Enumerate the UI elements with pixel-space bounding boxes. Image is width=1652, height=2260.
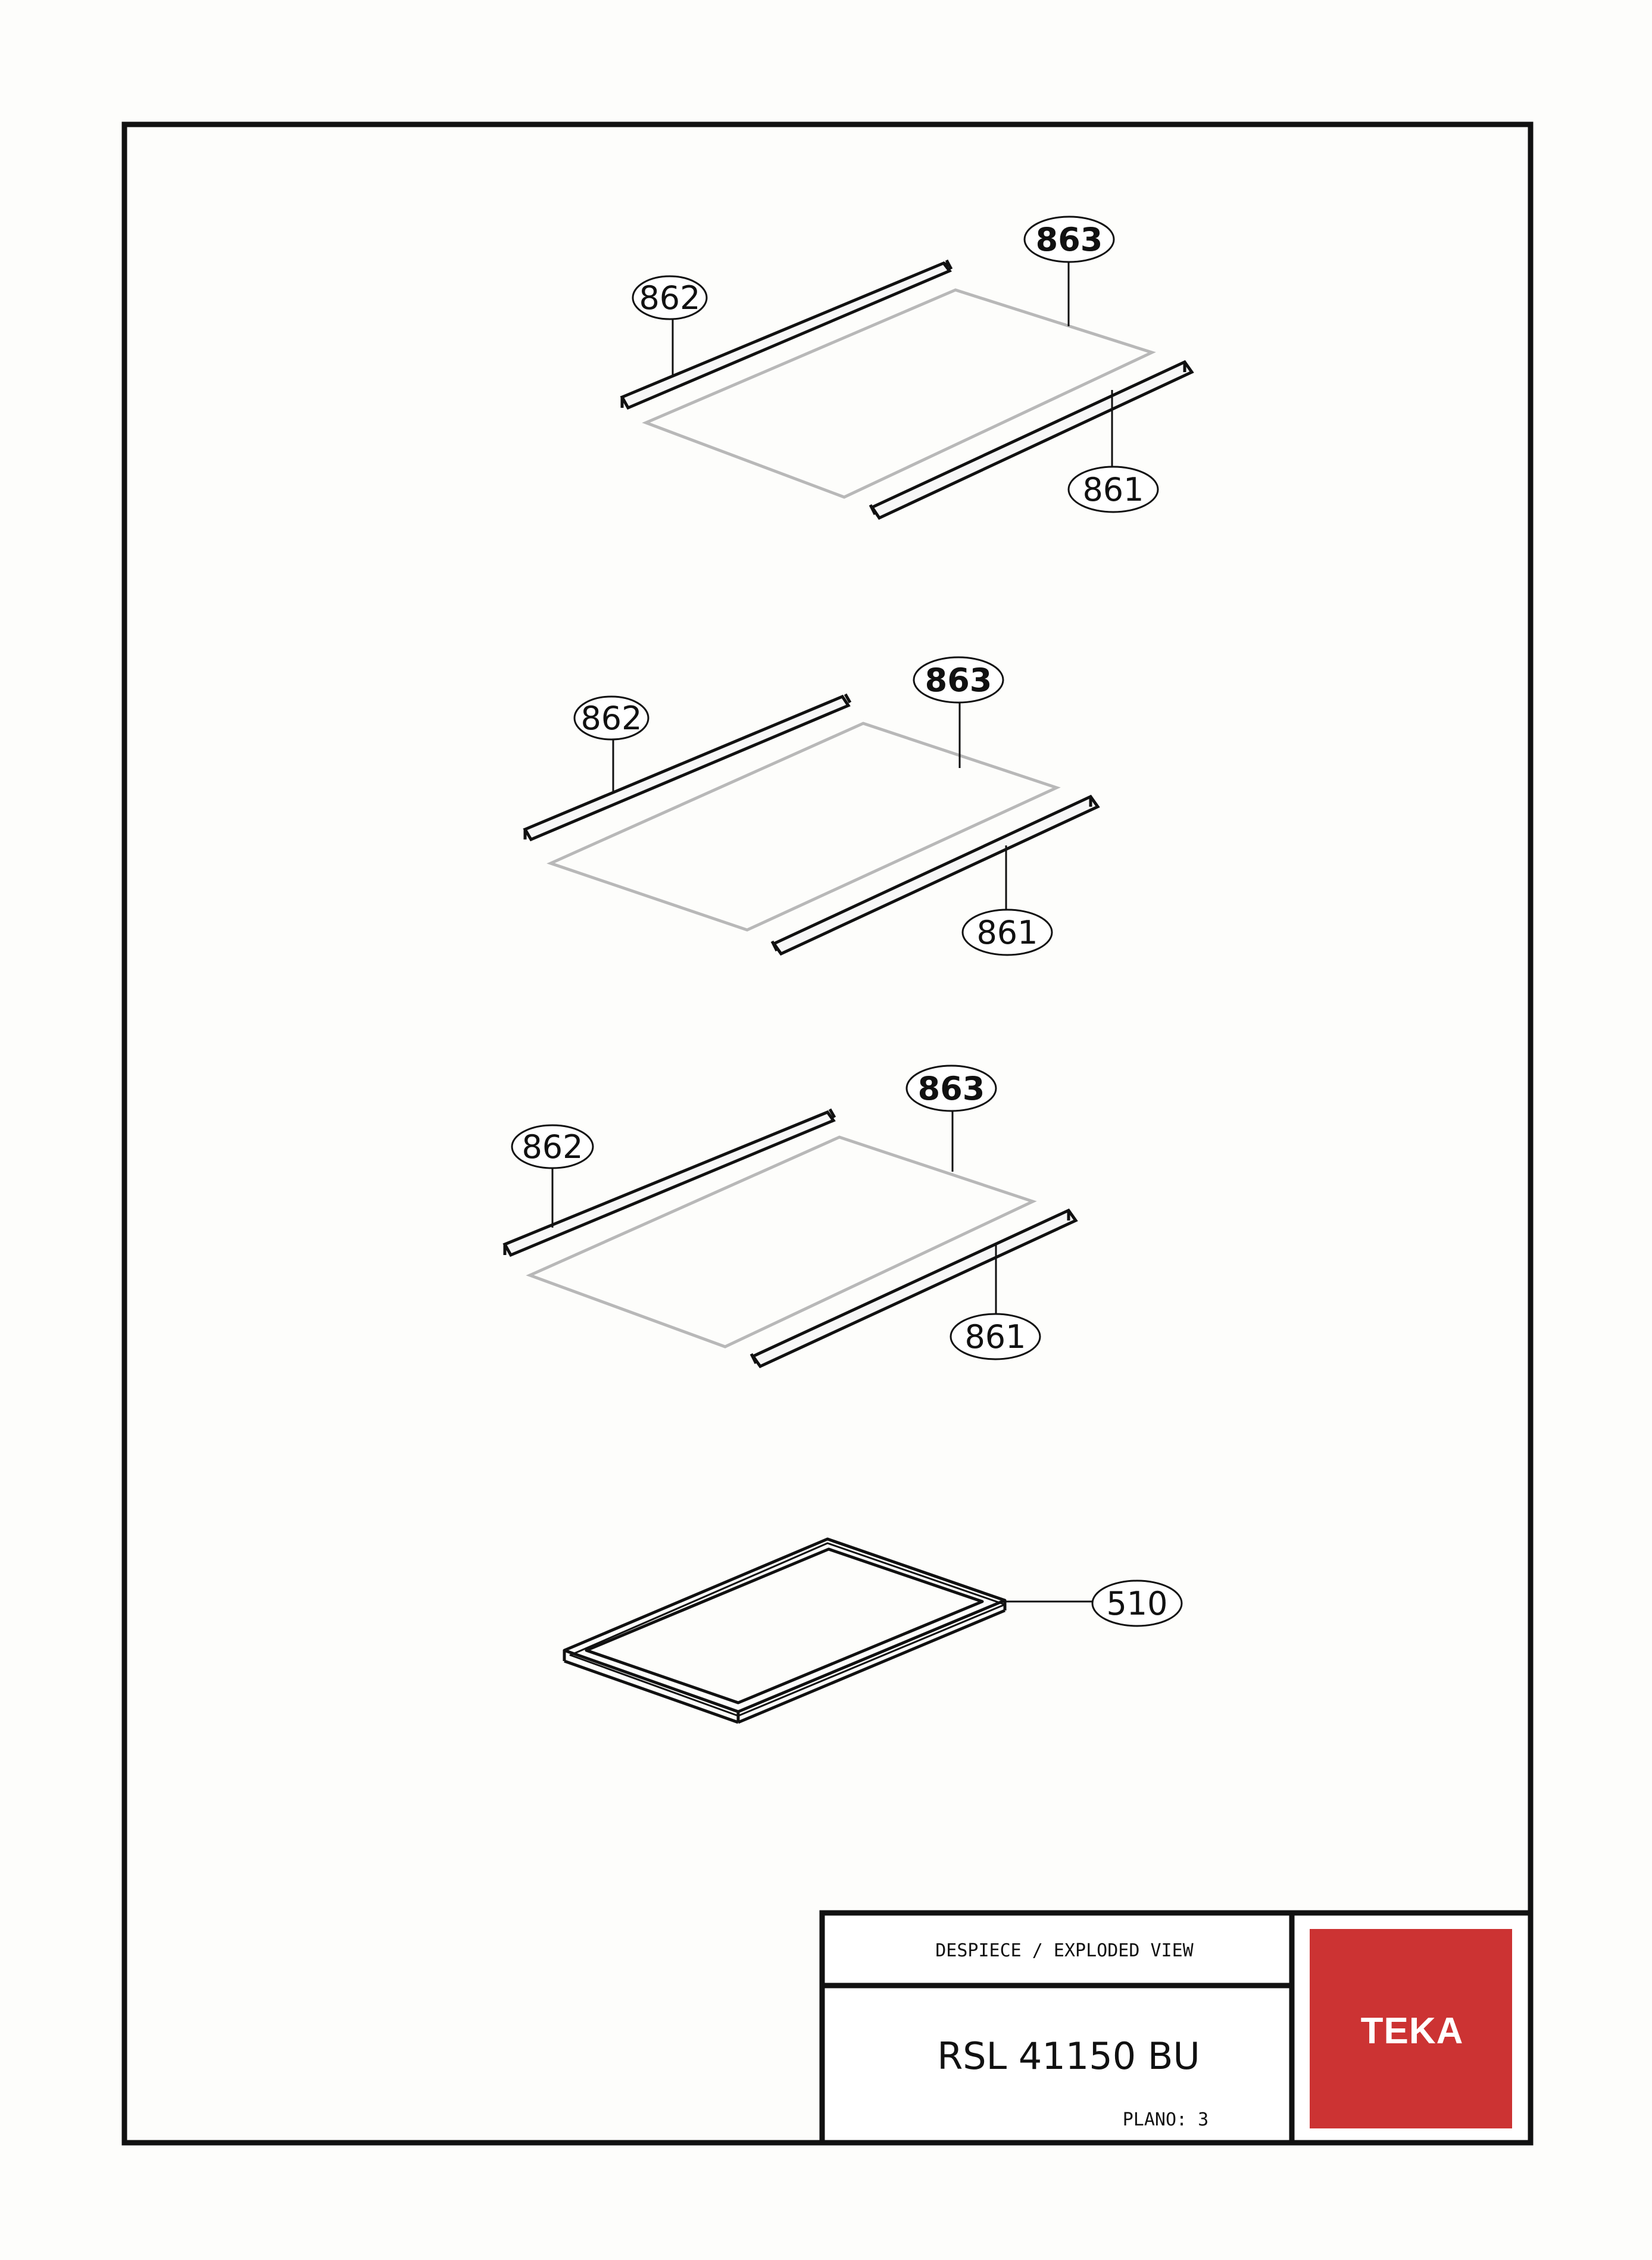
callout-862 [512,1125,593,1168]
shelf-assembly-3 [505,1066,1076,1366]
callout-863-label: 863 [917,1070,985,1107]
shelf-assembly-2 [525,657,1098,955]
frame-assembly-510 [564,1539,1182,1722]
callout-861-label: 861 [976,914,1038,951]
callout-862-label: 862 [580,700,642,737]
callout-863-label: 863 [1035,221,1103,258]
title-block [822,1913,1531,2143]
callout-863 [914,657,1003,703]
callout-862-label: 862 [521,1128,583,1166]
callout-861-label: 861 [964,1318,1026,1356]
callout-510-label: 510 [1106,1585,1168,1622]
callout-861 [963,910,1052,955]
callout-863 [907,1066,996,1111]
teka-logo-text: TEKA [1360,2011,1464,2052]
glass-shelf-863 [551,723,1057,930]
callout-862 [574,697,648,739]
glass-shelf-863 [530,1137,1033,1347]
plano-number: PLANO: 3 [1122,2109,1209,2130]
callout-863-label: 863 [925,661,992,699]
glass-shelf-863 [646,290,1152,497]
callout-862 [633,276,707,319]
model-number: RSL 41150 BU [937,2034,1200,2078]
frame-510 [564,1539,1005,1722]
callout-863 [1025,217,1114,262]
shelf-assembly-1 [622,217,1192,518]
callout-861 [951,1314,1040,1359]
callout-861 [1069,467,1158,512]
callout-861-label: 861 [1082,471,1144,508]
callout-862-label: 862 [639,279,701,317]
drawing-border [124,124,1531,2143]
callout-510 [1092,1581,1182,1626]
title-block-header: DESPIECE / EXPLODED VIEW [935,1940,1194,1961]
